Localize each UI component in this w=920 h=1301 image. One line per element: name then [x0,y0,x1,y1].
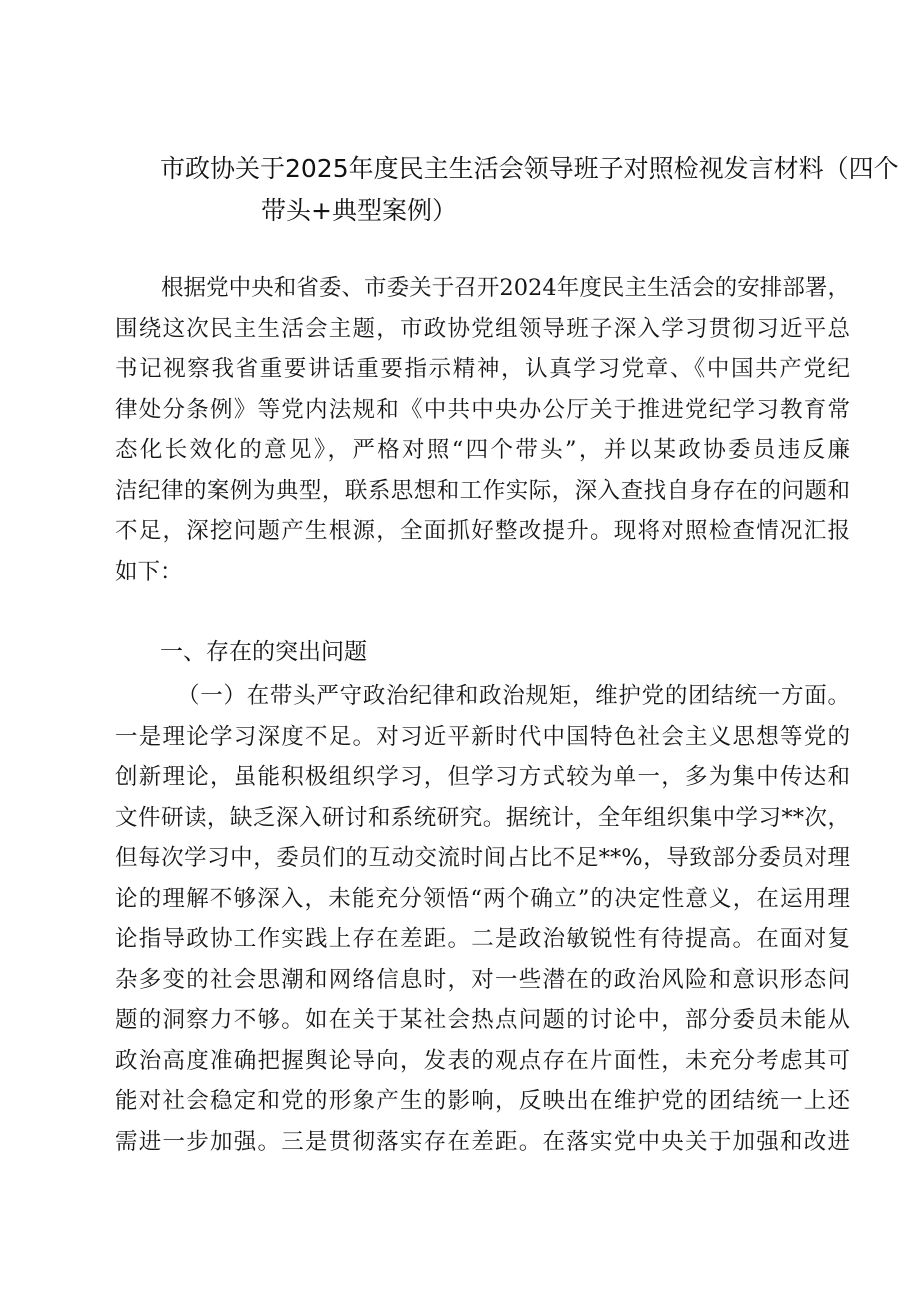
title-line-2: 带头+典型案例） [261,196,457,225]
section-heading: 一、存在的突出问题 [160,639,367,665]
intro-line: 如下： [115,558,183,585]
intro-line: 不足，深挖问题产生根源，全面抓好整改提升。现将对照检查情况汇报 [115,518,850,544]
section-1-line: 题的洞察力不够。如在关于某社会热点问题的讨论中，部分委员未能从 [115,1007,850,1033]
intro-line: 书记视察我省重要讲话重要指示精神，认真学习党章、《中国共产党纪 [115,356,850,382]
intro-paragraph [115,268,850,592]
intro-line: 围绕这次民主生活会主题，市政协党组领导班子深入学习贯彻习近平总 [115,315,850,342]
section-1-line: 但每次学习中，委员们的互动交流时间占比不足**%，导致部分委员对理 [115,845,850,871]
intro-line: 根据党中央和省委、市委关于召开2024年度民主生活会的安排部署， [161,275,850,301]
document-title [160,148,899,232]
intro-line: 洁纪律的案例为典型，联系思想和工作实际，深入查找自身存在的问题和 [115,477,850,504]
section-1-line: 论的理解不够深入，未能充分领悟“两个确立”的决定性意义，在运用理 [115,885,850,912]
section-1-paragraph [115,676,850,1162]
section-1-line: 政治高度准确把握舆论导向，发表的观点存在片面性，未充分考虑其可 [115,1047,850,1074]
section-1-line: 论指导政协工作实践上存在差距。二是政治敏锐性有待提高。在面对复 [115,926,850,952]
section-1-line: 能对社会稳定和党的形象产生的影响，反映出在维护党的团结统一上还 [115,1088,850,1114]
intro-line: 律处分条例》等党内法规和《中共中央办公厅关于推进党纪学习教育常 [115,396,850,423]
section-1-line: 创新理论，虽能积极组织学习，但学习方式较为单一，多为集中传达和 [115,764,850,790]
intro-line: 态化长效化的意见》，严格对照“四个带头”，并以某政协委员违反廉 [115,437,850,463]
section-1-line: 杂多变的社会思潮和网络信息时，对一些潜在的政治风险和意识形态问 [115,966,850,993]
title-line-1: 市政协关于2025年度民主生活会领导班子对照检视发言材料（四个 [160,154,899,183]
section-1-line: 文件研读，缺乏深入研讨和系统研究。据统计，全年组织集中学习**次， [115,804,850,831]
section-1-line: 一是理论学习深度不足。对习近平新时代中国特色社会主义思想等党的 [115,723,850,750]
section-1-line: 需进一步加强。三是贯彻落实存在差距。在落实党中央关于加强和改进 [115,1128,850,1155]
section-1-line: （一）在带头严守政治纪律和政治规矩，维护党的团结统一方面。 [177,683,850,709]
